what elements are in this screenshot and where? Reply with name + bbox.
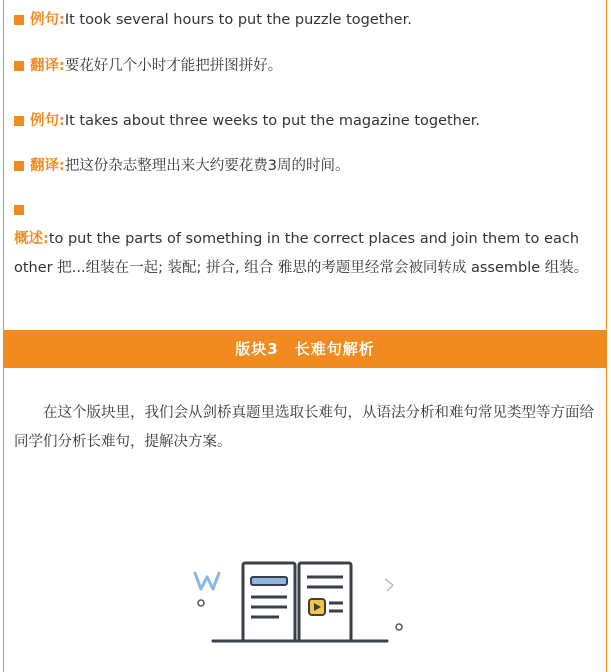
example-text: It took several hours to put the puzzle together. [64, 12, 412, 28]
translation-1 [14, 56, 282, 76]
translation-text: 把这份杂志整理出来大约要花费3周的时间。 [64, 158, 350, 174]
example-sentence-1 [14, 10, 412, 30]
open-book-illustration-icon [185, 555, 425, 655]
intro-paragraph: 在这个版块里，我们会从剑桥真题里选取长难句，从语法分析和难句常见类型等方面给同学们分析长难句，提解决方案。 [14, 405, 594, 450]
translation-label: 翻译: [30, 58, 65, 74]
example-text: It takes about three weeks to put the magazine together. [64, 113, 481, 129]
bullet-square-icon [14, 116, 24, 126]
summary-text: to put the parts of something in the correct places and join them to each other 把...组装在一起; 装配; 拼合, 组合 雅思的考题里经常会被同转成 assemble 组装。 [14, 231, 589, 276]
summary-bullet [14, 200, 30, 220]
section-banner: 版块3 长难句解析 [3, 330, 607, 368]
bullet-square-icon [14, 205, 24, 215]
summary-paragraph [14, 225, 592, 283]
bullet-square-icon [14, 15, 24, 25]
bullet-square-icon [14, 161, 24, 171]
translation-text: 要花好几个小时才能把拼图拼好。 [64, 58, 283, 74]
example-sentence-2 [14, 111, 480, 131]
example-label: 例句: [30, 12, 65, 28]
translation-2 [14, 156, 350, 176]
example-label: 例句: [30, 113, 65, 129]
summary-label: 概述: [14, 231, 49, 247]
bullet-square-icon [14, 61, 24, 71]
translation-label: 翻译: [30, 158, 65, 174]
